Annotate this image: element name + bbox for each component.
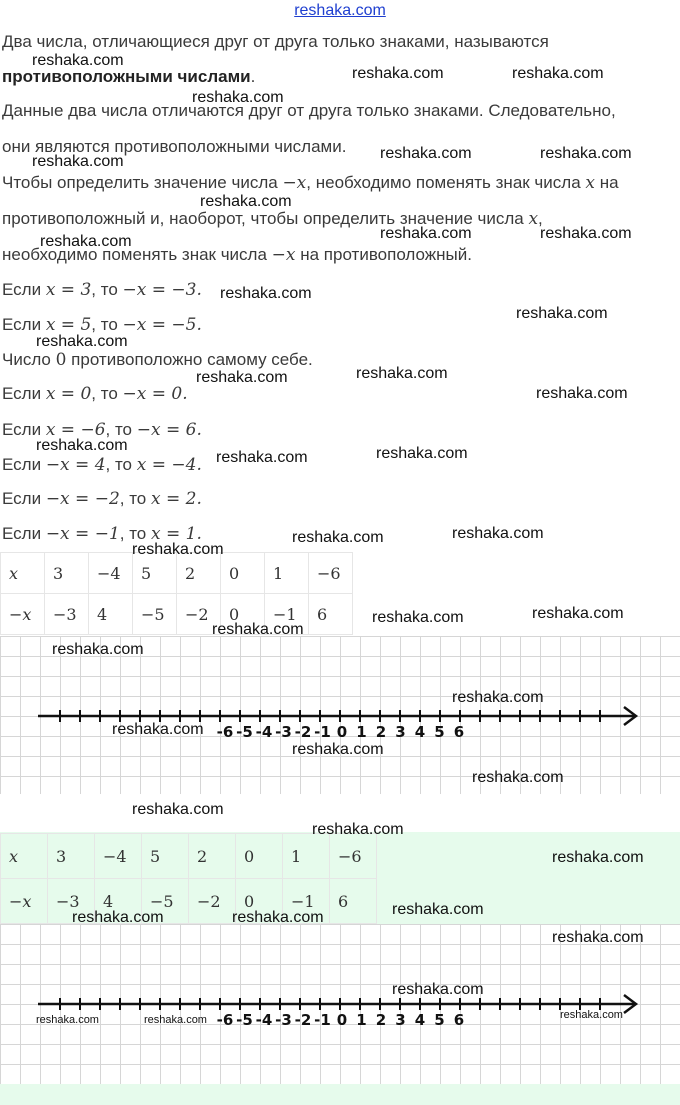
math: −x (282, 173, 307, 193)
case-line (2, 489, 202, 509)
case-condition: x = −6 (45, 420, 106, 440)
watermark: reshaka.com (132, 541, 224, 558)
label: , то (105, 420, 133, 439)
label: Если (2, 524, 42, 543)
watermark: reshaka.com (72, 909, 164, 926)
table-cell: x (1, 834, 48, 879)
tick-label: -1 (314, 723, 331, 741)
table-cell: −4 (95, 834, 142, 879)
label: Если (2, 315, 42, 334)
table-row (1, 834, 377, 879)
tick-label: 0 (336, 1011, 348, 1029)
case-result: x = −4. (136, 455, 202, 475)
watermark: reshaka.com (220, 285, 312, 302)
tick-label: 2 (375, 723, 387, 741)
watermark: reshaka.com (132, 801, 224, 818)
table-cell: 4 (95, 879, 142, 924)
watermark: reshaka.com (552, 849, 644, 866)
table-cell: 6 (330, 879, 377, 924)
answer-number-line (0, 924, 680, 1084)
tick-label: 1 (356, 723, 367, 741)
watermark: reshaka.com (392, 901, 484, 918)
watermark: reshaka.com (312, 821, 404, 838)
label: , то (91, 280, 118, 299)
case-line (2, 280, 202, 300)
case-condition: −x = 4 (45, 455, 106, 475)
watermark: reshaka.com (512, 65, 604, 82)
tick-label: -5 (236, 723, 253, 741)
table-cell: 5 (133, 553, 177, 594)
table-cell: −6 (330, 834, 377, 879)
tick-label: -3 (275, 723, 292, 741)
label: Если (2, 489, 42, 508)
watermark: reshaka.com (516, 305, 608, 322)
case-line (2, 315, 202, 335)
watermark: reshaka.com (380, 145, 472, 162)
tick-label: 5 (434, 723, 445, 741)
watermark: reshaka.com (232, 909, 324, 926)
watermark: reshaka.com (376, 445, 468, 462)
watermark: reshaka.com (292, 741, 384, 758)
case-condition: −x = −2 (45, 489, 120, 509)
text: Число (2, 350, 56, 369)
watermark: reshaka.com (196, 369, 288, 386)
label: Если (2, 384, 42, 403)
tick-label: 6 (453, 723, 465, 741)
watermark: reshaka.com (36, 437, 128, 454)
label: Если (2, 420, 42, 439)
tick-label: 6 (453, 1011, 465, 1029)
watermark: reshaka.com (36, 1014, 99, 1026)
paragraph-definition-term (2, 67, 255, 87)
tick-label: 0 (336, 723, 348, 741)
table-cell: −x (1, 879, 48, 924)
tick-label: -2 (294, 1011, 312, 1029)
watermark: reshaka.com (32, 52, 124, 69)
table-cell: 4 (89, 594, 133, 635)
watermark: reshaka.com (352, 65, 444, 82)
text: противоположный и, наоборот, чтобы определить значение числа (2, 209, 529, 228)
watermark: reshaka.com (560, 1009, 623, 1021)
table-cell: −4 (89, 553, 133, 594)
table-cell: −5 (142, 879, 189, 924)
case-condition: x = 5 (45, 315, 92, 335)
text: . (250, 67, 256, 86)
math: 0 (55, 350, 67, 370)
watermark: reshaka.com (144, 1014, 207, 1026)
watermark: reshaka.com (380, 225, 472, 242)
table-cell: 0 (221, 594, 265, 635)
case-result: x = 1. (151, 524, 202, 544)
table-cell: 0 (236, 879, 283, 924)
paragraph-rule (2, 173, 619, 193)
text: противоположно самому себе. (66, 350, 313, 369)
tick-label: 3 (395, 723, 406, 741)
table-cell: 1 (265, 553, 309, 594)
label: Если (2, 280, 42, 299)
table-cell: 5 (142, 834, 189, 879)
label: , то (91, 315, 118, 334)
label: Если (2, 455, 42, 474)
table-cell: x (1, 553, 45, 594)
math: x (585, 173, 595, 193)
watermark: reshaka.com (216, 449, 308, 466)
math: x (528, 209, 539, 229)
case-result: −x = −3. (122, 280, 202, 300)
text: необходимо поменять знак числа (2, 245, 272, 264)
text: Чтобы определить значение числа (2, 173, 283, 192)
watermark: reshaka.com (112, 721, 204, 738)
tick-label: -4 (255, 723, 273, 741)
tick-label: -5 (236, 1011, 253, 1029)
label: , то (91, 384, 118, 403)
case-result: −x = 6. (136, 420, 202, 440)
watermark: reshaka.com (552, 929, 644, 946)
table-cell: 0 (236, 834, 283, 879)
tick-label: -2 (294, 723, 312, 741)
table-cell: −6 (309, 553, 353, 594)
case-result: x = 2. (151, 489, 202, 509)
term: противоположными числами (2, 67, 251, 86)
watermark: reshaka.com (452, 689, 544, 706)
case-result: −x = 0. (122, 384, 188, 404)
case-line (2, 384, 188, 404)
answer-grid-paper (0, 924, 680, 1084)
table-cell: 3 (48, 834, 95, 879)
watermark: reshaka.com (540, 145, 632, 162)
math: −x (271, 245, 296, 265)
tick-label: -6 (216, 723, 234, 741)
zero-note (2, 350, 313, 370)
watermark: reshaka.com (536, 385, 628, 402)
watermark: reshaka.com (540, 225, 632, 242)
text: на (594, 173, 619, 192)
watermark: reshaka.com (472, 769, 564, 786)
text: на противоположный. (295, 245, 472, 264)
table-cell: −1 (283, 879, 330, 924)
case-line (2, 455, 202, 475)
watermark: reshaka.com (40, 233, 132, 250)
table-cell: 3 (45, 553, 89, 594)
text: Данные два числа отличаются друг от друга только знаками. Следовательно, (2, 101, 616, 120)
watermark: reshaka.com (532, 605, 624, 622)
table-cell: −5 (133, 594, 177, 635)
label: , то (119, 524, 147, 543)
case-condition: −x = −1 (45, 524, 120, 544)
watermark: reshaka.com (36, 333, 128, 350)
table-cell: 6 (309, 594, 353, 635)
case-condition: x = 3 (45, 280, 92, 300)
watermark: reshaka.com (452, 525, 544, 542)
tick-label: -6 (216, 1011, 234, 1029)
table-cell: 2 (189, 834, 236, 879)
text: они являются противоположными числами. (2, 137, 347, 156)
tick-label: 5 (434, 1011, 445, 1029)
label: , то (105, 455, 133, 474)
table-cell: 0 (221, 553, 265, 594)
watermark: reshaka.com (212, 621, 304, 638)
tick-label: -1 (314, 1011, 331, 1029)
watermark: reshaka.com (52, 641, 144, 658)
watermark: reshaka.com (372, 609, 464, 626)
tick-label: -3 (275, 1011, 292, 1029)
watermark: reshaka.com (392, 981, 484, 998)
tick-label: 4 (414, 723, 426, 741)
watermark: reshaka.com (192, 89, 284, 106)
table-cell: −2 (177, 594, 221, 635)
answer-block-end (0, 1084, 680, 1105)
grid-paper (0, 636, 680, 794)
table-cell: −2 (189, 879, 236, 924)
label: , то (119, 489, 147, 508)
number-line (0, 636, 680, 794)
table-cell: 2 (177, 553, 221, 594)
table-cell: 1 (283, 834, 330, 879)
paragraph-definition (2, 32, 549, 52)
watermark: reshaka.com (200, 193, 292, 210)
case-condition: x = 0 (45, 384, 92, 404)
tick-label: -4 (255, 1011, 273, 1029)
text: Два числа, отличающиеся друг от друга только знаками, называются (2, 32, 549, 51)
table-cell: −3 (45, 594, 89, 635)
table-cell: −3 (48, 879, 95, 924)
text: , (538, 209, 543, 228)
paragraph-explanation (2, 101, 616, 121)
watermark: reshaka.com (292, 529, 384, 546)
tick-label: 1 (356, 1011, 367, 1029)
tick-label: 3 (395, 1011, 406, 1029)
tick-label: 4 (414, 1011, 426, 1029)
tick-label: 2 (375, 1011, 387, 1029)
watermark: reshaka.com (356, 365, 448, 382)
table-cell: −x (1, 594, 45, 635)
case-result: −x = −5. (122, 315, 202, 335)
site-link[interactable]: reshaka.com (294, 2, 386, 19)
watermark: reshaka.com (32, 153, 124, 170)
table-cell: −1 (265, 594, 309, 635)
text: , необходимо поменять знак числа (306, 173, 586, 192)
